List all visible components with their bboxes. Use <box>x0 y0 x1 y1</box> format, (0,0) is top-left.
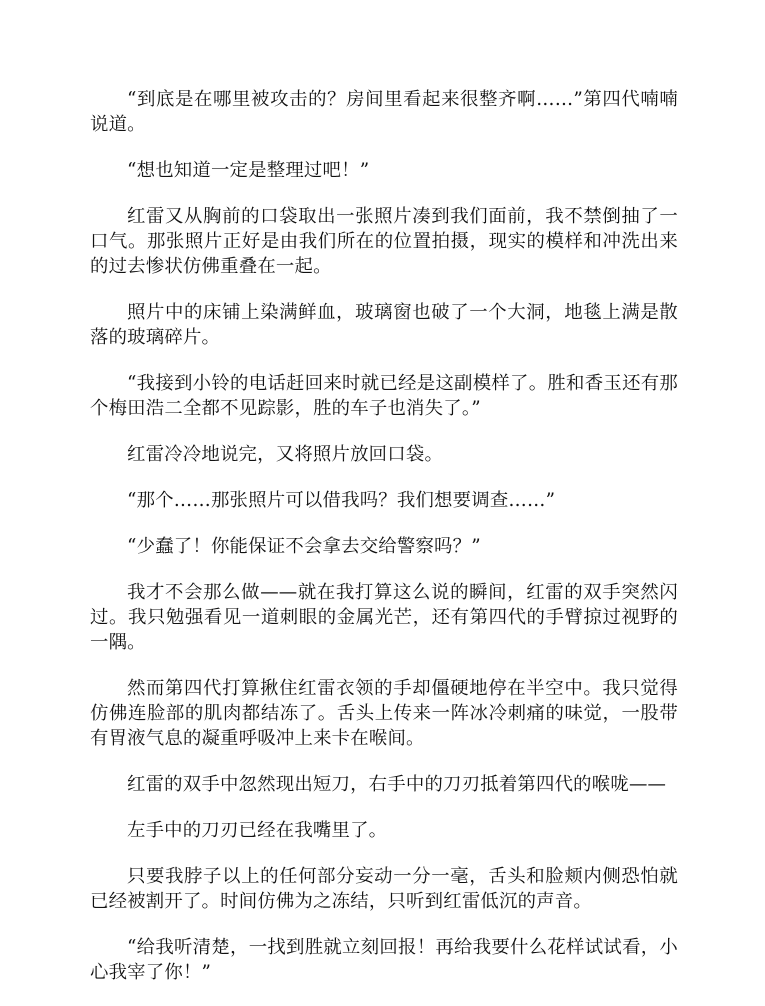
paragraph: “到底是在哪里被攻击的？房间里看起来很整齐啊……”第四代喃喃说道。 <box>90 89 678 135</box>
paragraph: 照片中的床铺上染满鲜血，玻璃窗也破了一个大洞，地毯上满是散落的玻璃碎片。 <box>90 302 678 348</box>
paragraph: “我接到小铃的电话赶回来时就已经是这副模样了。胜和香玉还有那个梅田浩二全都不见踪影，胜的车子也消失了。” <box>90 373 678 419</box>
paragraph: 红雷的双手中忽然现出短刀，右手中的刀刃抵着第四代的喉咙—— <box>127 774 667 795</box>
paragraph: 红雷冷冷地说完，又将照片放回口袋。 <box>127 444 444 465</box>
paragraph: 左手中的刀刃已经在我嘴里了。 <box>127 820 388 841</box>
paragraph: “想也知道一定是整理过吧！” <box>127 160 370 181</box>
paragraph: 我才不会那么做——就在我打算这么说的瞬间，红雷的双手突然闪过。我只勉强看见一道刺眼的金属光芒，还有第四代的手臂掠过视野的一隅。 <box>90 582 678 653</box>
paragraph: 然而第四代打算揪住红雷衣领的手却僵硬地停在半空中。我只觉得仿佛连脸部的肌肉都结冻了。舌头上传来一阵冰冷刺痛的味觉，一股带有胃液气息的凝重呼吸冲上来卡在喉间。 <box>90 678 678 749</box>
paragraph: “那个……那张照片可以借我吗？我们想要调查……” <box>127 490 556 511</box>
paragraph: “给我听清楚，一找到胜就立刻回报！再给我要什么花样试试看，小心我宰了你！” <box>90 937 678 983</box>
paragraph: 只要我脖子以上的任何部分妄动一分一毫，舌头和脸颊内侧恐怕就已经被割开了。时间仿佛为之冻结，只听到红雷低沉的声音。 <box>90 866 678 912</box>
paragraph: “少蠢了！你能保证不会拿去交给警察吗？” <box>127 536 481 557</box>
body-text <box>90 87 678 1006</box>
paragraph: 红雷又从胸前的口袋取出一张照片凑到我们面前，我不禁倒抽了一口气。那张照片正好是由我们所在的位置拍摄，现实的模样和冲洗出来的过去惨状仿佛重叠在一起。 <box>90 206 678 277</box>
